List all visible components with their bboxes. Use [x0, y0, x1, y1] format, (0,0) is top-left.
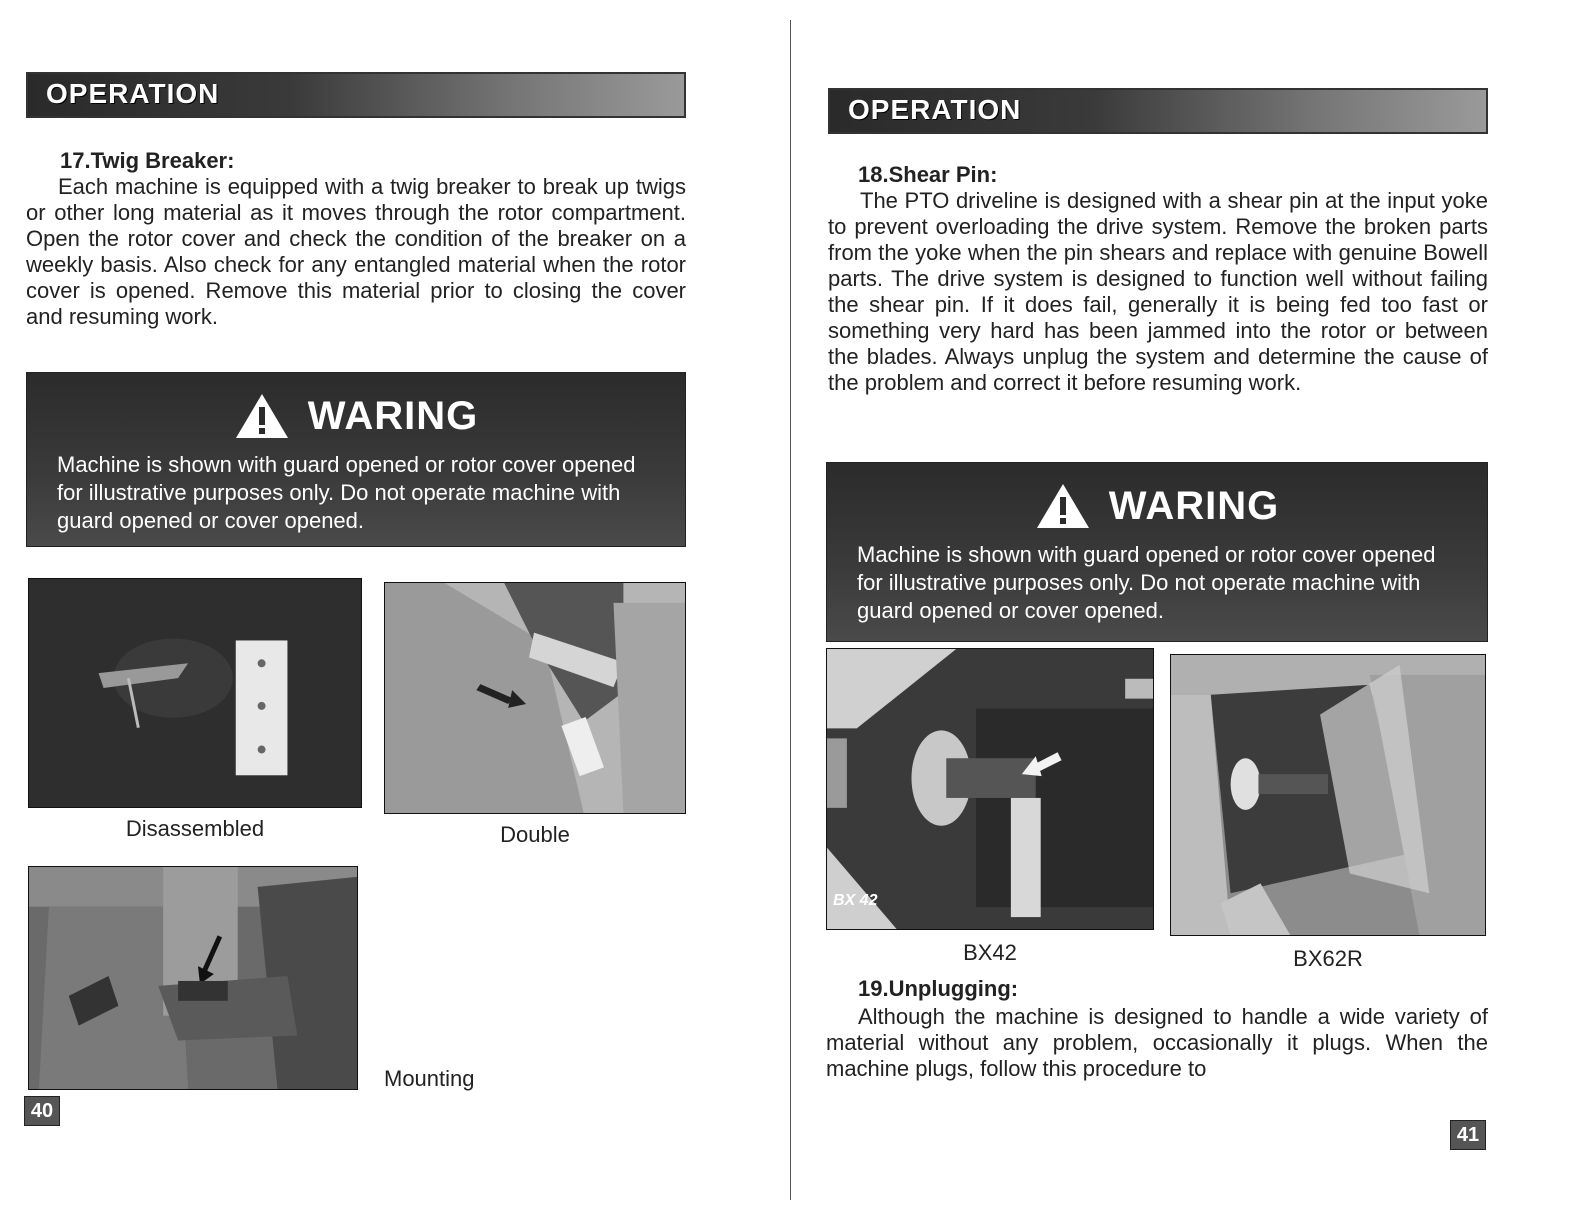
warning-box: [826, 462, 1488, 642]
twig-breaker-heading: 17.Twig Breaker:: [60, 148, 235, 173]
warning-title: WARING: [1108, 483, 1280, 528]
photo-bx62r: [1170, 654, 1486, 936]
section-bar: [828, 88, 1488, 134]
warning-header: [827, 481, 1487, 531]
section-title: OPERATION: [46, 78, 220, 109]
page-number: 41: [1450, 1120, 1486, 1150]
photo-label: BX 42: [833, 892, 878, 909]
photo-double: [384, 582, 686, 814]
caption-double: Double: [500, 822, 570, 847]
twig-breaker-body: [26, 174, 686, 330]
unplugging-text: Although the machine is designed to handle a wide variety of material without any problem, occasionally it plugs. When the machine plugs, follow this procedure to: [826, 1004, 1488, 1081]
section-title: OPERATION: [848, 94, 1022, 125]
warning-title: WARING: [307, 393, 479, 438]
photo-disassembled: [28, 578, 362, 808]
caption-mounting: Mounting: [384, 1066, 475, 1091]
photo-bx42: [826, 648, 1154, 930]
shear-pin-body: [828, 188, 1488, 396]
right-page: [790, 0, 1584, 1224]
twig-breaker-text: Each machine is equipped with a twig breaker to break up twigs or other long material as it moves through the rotor compartment. Open the rotor cover and check the condition of the breaker on a weekly basis. Also check for any entangled material when the rotor cover is opened. Remove this material prior to closing the cover and resuming work.: [26, 174, 686, 329]
unplugging-body: [826, 1004, 1488, 1082]
caption-disassembled: Disassembled: [125, 816, 265, 841]
warning-text: Machine is shown with guard opened or rotor cover opened for illustrative purposes only. Do not operate machine with guard opened or cover opened.: [857, 542, 1436, 623]
unplugging-heading: 19.Unplugging:: [858, 976, 1019, 1001]
warning-text: Machine is shown with guard opened or rotor cover opened for illustrative purposes only. Do not operate machine with guard opened or cover opened.: [57, 452, 636, 533]
left-page: [0, 0, 790, 1224]
photo-mounting: [28, 866, 358, 1090]
caption-bx62r: BX62R: [1293, 946, 1363, 971]
warning-triangle-icon: [1035, 481, 1091, 531]
page-number: 40: [24, 1096, 60, 1126]
warning-box: [26, 372, 686, 547]
warning-triangle-icon: [234, 391, 290, 441]
shear-pin-text: The PTO driveline is designed with a shear pin at the input yoke to prevent overloading the drive system. Remove the broken parts from the yoke when the pin shears and replace with genuine Bowell parts. The drive system is designed to function well without failing the shear pin. If it does fail, generally it is being fed too fast or something very hard has been jammed into the rotor or between the blades. Always unplug the system and determine the cause of the problem and correct it before resuming work.: [828, 188, 1488, 395]
section-bar: [26, 72, 686, 118]
shear-pin-heading: 18.Shear Pin:: [858, 162, 998, 187]
caption-bx42: BX42: [963, 940, 1017, 965]
warning-header: [27, 391, 685, 441]
